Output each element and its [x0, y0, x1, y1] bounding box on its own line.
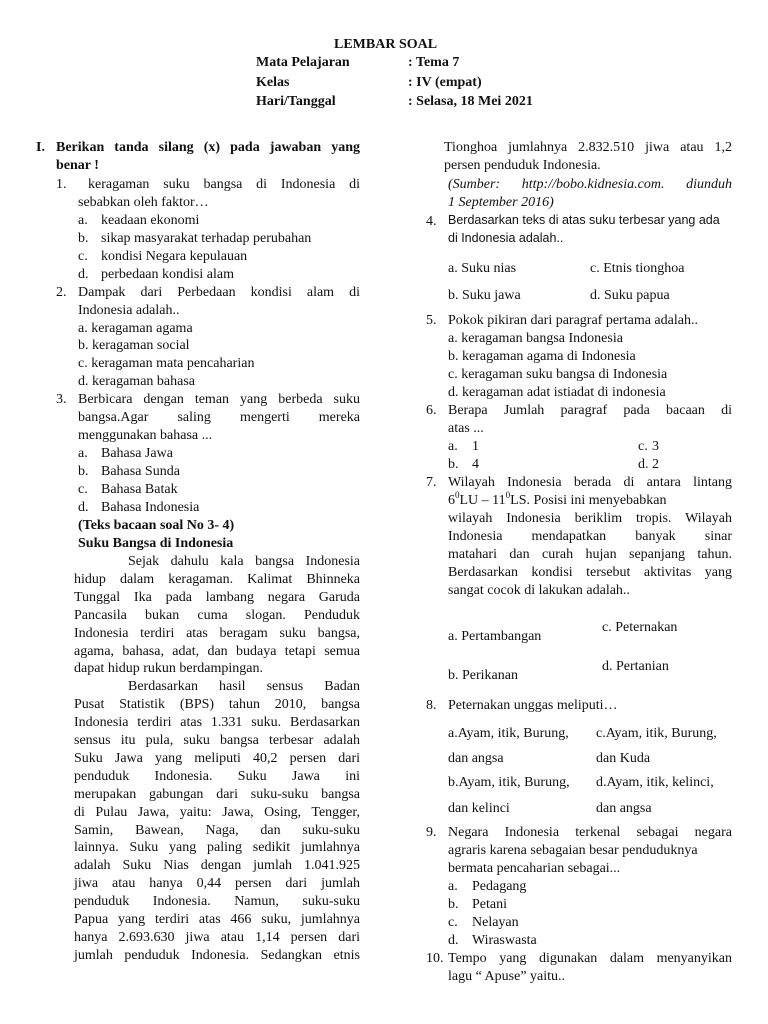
reading-line: Papua yang terdiri atas 466 suku, jumlahnya [74, 912, 360, 927]
question-number: 4. [426, 214, 437, 229]
page-title: LEMBAR SOAL [334, 37, 438, 52]
option-text: a. Suku nias [448, 261, 517, 276]
question-text: Negara Indonesia terkenal sebagai negara [448, 825, 732, 840]
option-text: Bahasa Jawa [101, 446, 173, 461]
reading-line: Pusat Statistik (BPS) tahun 2010, bangsa [74, 697, 360, 713]
option-key: a. [448, 879, 458, 894]
option-text: a. keragaman agama [78, 321, 193, 336]
subject-label: Mata Pelajaran [256, 55, 350, 70]
question-number: 6. [426, 403, 437, 418]
reading-line: Pancasila bukan cuma slogan. Penduduk [74, 607, 360, 623]
reading-line: hanya 2.693.630 jiwa atau 1,14 persen dari [74, 929, 360, 945]
question-text: bermata pencaharian sebagai... [448, 861, 621, 876]
question-text: Berdasarkan teks di atas suku terbesar yang ada [448, 213, 720, 227]
option-key: a. [78, 446, 88, 461]
reading-source: 1 September 2016) [448, 195, 554, 210]
question-text: Peternakan unggas meliputi… [448, 698, 618, 713]
reading-label: (Teks bacaan soal No 3- 4) [78, 518, 235, 533]
option-text: c. Etnis tionghoa [590, 261, 685, 276]
question-text: wilayah Indonesia beriklim tropis. Wilayah [448, 511, 732, 526]
question-text: Indonesia mendapatkan banyak sinar [448, 529, 732, 544]
question-text: keragaman suku bangsa di Indonesia di [88, 177, 360, 192]
option-text: dan angsa [448, 751, 504, 766]
option-text: kondisi Negara kepulauan [101, 249, 248, 264]
question-text: lagu “ Apuse” yaitu.. [448, 969, 566, 984]
reading-line: Sejak dahulu kala bangsa Indonesia [128, 554, 360, 569]
question-text: Berapa Jumlah paragraf pada bacaan di [448, 403, 732, 418]
reading-line: Berdasarkan hasil sensus Badan [128, 679, 360, 695]
reading-line: adalah Suku Nias dengan jumlah 1.041.925 [74, 858, 360, 874]
option-text: 2 [652, 457, 659, 472]
class-label: Kelas [256, 75, 290, 90]
reading-line: sensus itu pula, suku bangsa terbesar adalah [74, 733, 360, 748]
option-text: Pedagang [472, 879, 527, 894]
option-text: 4 [472, 457, 479, 472]
option-key: b. [448, 457, 459, 472]
option-text: d. keragaman bahasa [78, 374, 195, 389]
option-text: c. Peternakan [602, 620, 678, 635]
date-value: : Selasa, 18 Mei 2021 [408, 94, 533, 109]
question-text: Berbicara dengan teman yang berbeda suku [78, 392, 360, 407]
question-number: 9. [426, 825, 437, 840]
reading-line: lainnya. Suku yang paling sedikit jumlahnya [74, 840, 360, 856]
question-text: sebabkan oleh faktor… [78, 195, 209, 210]
option-text: d. Suku papua [590, 288, 670, 303]
option-key: a. [78, 213, 88, 228]
option-key: d. [448, 933, 459, 948]
question-number: 3. [56, 392, 67, 407]
reading-continued: persen penduduk Indonesia. [444, 158, 601, 173]
question-text: Pokok pikiran dari paragraf pertama adalah.. [448, 313, 698, 328]
reading-line: Indonesia terdiri atas 1.331 suku. Berdasarkan [74, 715, 360, 731]
question-number: 2. [56, 285, 67, 300]
option-text: dan kelinci [448, 801, 510, 816]
option-key: c. [78, 482, 88, 497]
option-text: Wiraswasta [472, 933, 537, 948]
option-key: c. [448, 915, 458, 930]
question-text: Tempo yang digunakan dalam menyanyikan [448, 951, 732, 966]
option-key: d. [78, 267, 89, 282]
reading-continued: Tionghoa jumlahnya 2.832.510 jiwa atau 1,2 [444, 140, 732, 155]
question-text: bangsa.Agar saling mengerti mereka [78, 410, 360, 425]
option-text: Nelayan [472, 915, 519, 930]
option-text: Bahasa Batak [101, 482, 178, 497]
reading-line: hidup dalam keragaman. Kalimat Bhinneka [74, 571, 360, 587]
question-text: Dampak dari Perbedaan kondisi alam di [78, 285, 360, 300]
option-text: a.Ayam, itik, Burung, [448, 726, 569, 741]
reading-line: Tunggal Ika pada lambang negara Garuda [74, 589, 360, 605]
option-text: Bahasa Sunda [101, 464, 180, 479]
subject-value: : Tema 7 [408, 55, 460, 70]
option-text: 3 [652, 439, 659, 454]
option-text: dan Kuda [596, 751, 651, 766]
reading-line: agama, bahasa, adat, dan budaya tetapi semua [74, 643, 360, 659]
option-text: perbedaan kondisi alam [101, 267, 234, 282]
option-text: keadaan ekonomi [101, 213, 200, 228]
option-text: b. keragaman social [78, 338, 190, 353]
reading-line: penduduk Indonesia. Namun, suku-suku [74, 894, 360, 910]
question-text: menggunakan bahasa ... [78, 428, 213, 443]
reading-line: dapat hidup rukun berdampingan. [74, 661, 263, 677]
option-key: d. [638, 457, 649, 472]
question-number: 5. [426, 313, 437, 328]
latitude-range: $6^0LU - 11^0LS$. Posisi ini menyebabkan [448, 490, 667, 508]
option-key: b. [78, 464, 89, 479]
reading-source: (Sumber: http://bobo.kidnesia.com. diunduh [448, 177, 732, 192]
option-text: d. keragaman adat istiadat di indonesia [448, 385, 666, 400]
option-text: c.Ayam, itik, Burung, [596, 726, 717, 741]
question-text: di Indonesia adalah.. [448, 231, 564, 245]
section-number: I. [36, 140, 45, 155]
reading-line: Suku Jawa yang meliputi 40,2 persen dari [74, 750, 360, 766]
option-text: c. keragaman suku bangsa di Indonesia [448, 367, 668, 382]
option-key: c. [638, 439, 648, 454]
option-text: sikap masyarakat terhadap perubahan [101, 231, 312, 246]
reading-line: jumlah penduduk Indonesia. Sedangkan etnis [74, 947, 360, 963]
question-text: sangat cocok di lakukan adalah.. [448, 583, 630, 598]
reading-line: Samin, Bawean, Naga, dan suku-suku [74, 822, 360, 838]
option-text: dan angsa [596, 801, 652, 816]
option-text: b. Perikanan [448, 668, 518, 683]
date-label: Hari/Tanggal [256, 94, 336, 109]
question-text: Berdasarkan kondisi tersebut aktivitas yang [448, 565, 732, 580]
question-text: Wilayah Indonesia berada di antara lintang [448, 475, 732, 490]
option-key: b. [78, 231, 89, 246]
reading-line: merupakan gabungan dari suku-suku bangsa [74, 786, 360, 802]
option-key: a. [448, 439, 458, 454]
reading-line: di Pulau Jawa, yaitu: Jawa, Osing, Tengger, [74, 804, 360, 820]
section-instruction: benar ! [56, 158, 99, 173]
question-text: Indonesia adalah.. [78, 303, 180, 318]
question-text: matahari dan curah hujan sepanjang tahun. [448, 547, 732, 562]
option-text: c. keragaman mata pencaharian [78, 356, 255, 371]
reading-title: Suku Bangsa di Indonesia [78, 536, 234, 551]
question-number: 1. [56, 177, 67, 192]
question-number: 8. [426, 698, 437, 713]
section-instruction: Berikan tanda silang (x) pada jawaban yang [56, 140, 360, 155]
question-text [448, 492, 732, 510]
option-key: b. [448, 897, 459, 912]
option-text: Petani [472, 897, 507, 912]
option-key: c. [78, 249, 88, 264]
option-text: b.Ayam, itik, Burung, [448, 775, 570, 790]
reading-line: penduduk Indonesia. Suku Jawa ini [74, 768, 360, 784]
option-text: d.Ayam, itik, kelinci, [596, 775, 714, 790]
option-text: a. Pertambangan [448, 629, 542, 644]
option-text: a. keragaman bangsa Indonesia [448, 331, 623, 346]
option-text: 1 [472, 439, 479, 454]
option-text: b. Suku jawa [448, 288, 521, 303]
reading-line: jiwa atau hanya 0,44 persen dari jumlah [74, 876, 360, 892]
option-text: b. keragaman agama di Indonesia [448, 349, 636, 364]
class-value: : IV (empat) [408, 75, 482, 90]
question-text: agraris karena sebagaian besar penduduknya [448, 843, 698, 858]
question-text: atas ... [448, 421, 484, 436]
option-text: Bahasa Indonesia [101, 500, 200, 515]
option-key: d. [78, 500, 89, 515]
question-number: 7. [426, 475, 437, 490]
reading-line: Indonesia terdiri atas beragam suku bangsa, [74, 625, 360, 641]
option-text: d. Pertanian [602, 659, 669, 674]
question-number: 10. [426, 951, 444, 966]
